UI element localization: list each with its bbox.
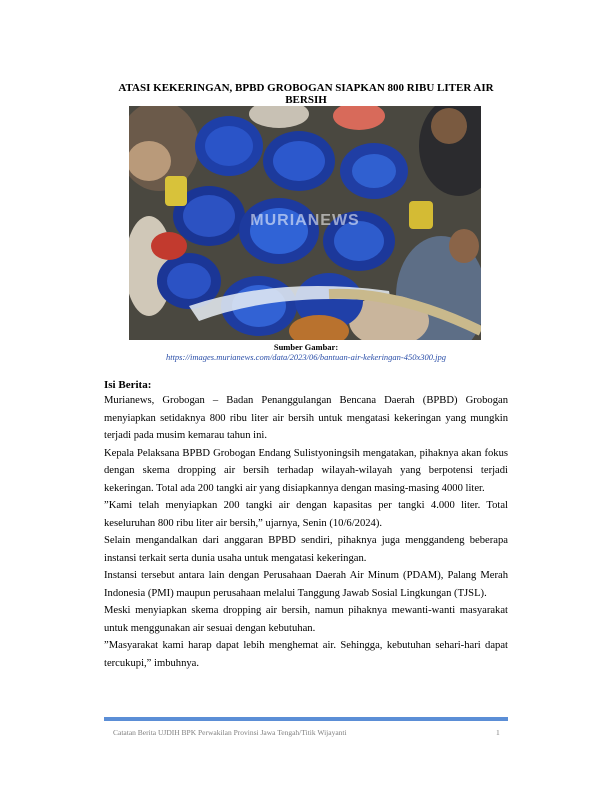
paragraph: Instansi tersebut antara lain dengan Perusahaan Daerah Air Minum (PDAM), Palang Merah Indonesia (PMI) maupun perusahaan melalui Tanggung Jawab Sosial Lingkungan (TJSL). bbox=[104, 570, 508, 599]
paragraph: Murianews, Grobogan – Badan Penanggulangan Bencana Daerah (BPBD) Grobogan menyiapkan setidaknya 800 ribu liter air bersih untuk mengatasi kekeringan yang mungkin terjadi pada musim kemarau tahun ini. bbox=[104, 395, 508, 441]
paragraph: ”Masyarakat kami harap dapat lebih menghemat air. Sehingga, kebutuhan sehari-hari dapat tercukupi,” imbuhnya. bbox=[104, 640, 508, 669]
image-source-link[interactable]: https://images.murianews.com/data/2023/06/bantuan-air-kekeringan-450x300.jpg bbox=[165, 352, 447, 362]
article-title: ATASI KEKERINGAN, BPBD GROBOGAN SIAPKAN 800 RIBU LITER AIR BERSIH bbox=[118, 82, 494, 106]
paragraph: Kepala Pelaksana BPBD Grobogan Endang Sulistyoningsih mengatakan, pihaknya akan fokus dengan skema dropping air bersih terhadap wilayah-wilayah yang berpotensi terjadi kekeringan. Total ada 200 tangki air yang disiapkannya dengan masing-masing 4000 liter. bbox=[104, 447, 508, 494]
paragraph: Selain mengandalkan dari anggaran BPBD sendiri, pihaknya juga menggandeng beberapa instansi terkait serta dunia usaha untuk mengatasi kekeringan. bbox=[104, 535, 508, 564]
section-heading: Isi Berita: bbox=[104, 379, 152, 391]
footer-text: Catatan Berita UJDIH BPK Perwakilan Provinsi Jawa Tengah/Titik Wijayanti bbox=[113, 728, 347, 737]
image-source-label: Sumber Gambar: bbox=[273, 342, 339, 352]
paragraph: ”Kami telah menyiapkan 200 tangki air dengan kapasitas per tangki 4.000 liter. Total keseluruhan 800 ribu liter air bersih,” ujarnya, Senin (10/6/2024). bbox=[104, 500, 508, 529]
paragraph: Meski menyiapkan skema dropping air bersih, namun pihaknya mewanti-wanti masyarakat untuk menggunakan air sesuai dengan kebutuhan. bbox=[104, 605, 508, 634]
footer-divider bbox=[104, 717, 508, 721]
photo-watermark: MURIANEWS bbox=[250, 212, 360, 229]
news-photo bbox=[129, 106, 481, 340]
page-number: 1 bbox=[496, 728, 500, 737]
article-body bbox=[104, 392, 508, 672]
